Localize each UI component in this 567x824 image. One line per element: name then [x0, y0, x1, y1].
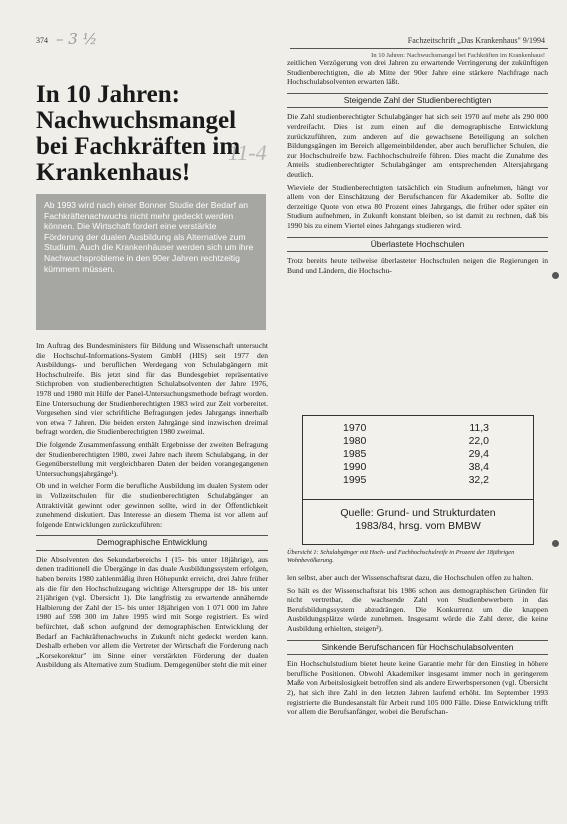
section-heading: Überlastete Hochschulen — [287, 237, 548, 253]
year-cell: 1995 — [343, 474, 367, 486]
statistics-table — [302, 415, 534, 545]
paragraph: Ob und in welcher Form die berufliche Ausbildung im dualen System oder in Vollzeitschulen für die studienberechtigten Schulabgänger an Attraktivität gewinnt oder gewinnen sollte, wird in der Öffentlichkeit zunehmend diskutiert. Das Interesse an diesem Thema ist vor allem auf folgende Entwicklungen zurückzuführen: — [36, 481, 268, 529]
year-cell: 1990 — [343, 461, 367, 473]
source-line: 1983/84, hrsg. vom BMBW — [355, 520, 481, 532]
value-cell: 29,4 — [468, 448, 489, 460]
lead-box: Ab 1993 wird nach einer Bonner Studie der Bedarf an Fachkräftenachwuchs nicht mehr gedeckt werden können. Die Wirtschaft fordert eine verstärkte Förderung der dualen Ausbildung als Alternative zum Studium. Auch die Krankenhäuser werden sich um ihre Nachwuchsprobleme in den 90er Jahren rechtzeitig kümmern müssen. — [36, 194, 266, 330]
paragraph: Wieviele der Studienberechtigten tatsächlich ein Studium aufnehmen, hängt vor allem von der Einschätzung der Berufschancen für Akademiker ab. Sollte die derzeitige Quote von etwa 80 Prozent eines Jahrgangs, die früher oder später ein Studium aufnehmen, in Zukunft konstant bleiben, so ist damit zu rechnen, daß bis 1990 bis zu einem Viertel eines Jahrgangs studieren wird. — [287, 182, 548, 230]
value-cell: 38,4 — [468, 461, 489, 473]
right-column-bottom — [287, 573, 548, 720]
paragraph: Trotz bereits heute teilweise überlasteter Hochschulen neigen die Regierungen in Bund und Ländern, die Hochschu- — [287, 256, 548, 275]
punch-hole — [552, 272, 559, 279]
paragraph: Die folgende Zusammenfassung enthält Ergebnisse der zweiten Befragung der Studienberechtigten 1980, zwei Jahre nach ihrem Schulabgang, in der Gegenüberstellung mit vergleichbaren Daten der beiden vorangegangenen Untersuchungsjahrgänge¹). — [36, 439, 268, 478]
paragraph: zeitlichen Verzögerung von drei Jahren zu erwartende Verringerung der zukünftigen Studienberechtigten, die ab Mitte der 90er Jahre eine stärkere Nachfrage nach Hochschulabsolventen erwarten läßt. — [287, 58, 548, 87]
section-heading: Sinkende Berufschancen für Hochschulabsolventen — [287, 640, 548, 656]
right-column-top — [287, 58, 548, 278]
punch-hole — [552, 540, 559, 547]
handwritten-note: – 3 ½ — [56, 30, 98, 48]
paragraph: len selbst, aber auch der Wissenschaftsrat dazu, die Hochschulen offen zu halten. — [287, 573, 534, 582]
left-column — [36, 341, 268, 673]
table-row — [303, 461, 533, 474]
title-annotation: 11-4 — [228, 140, 267, 165]
paragraph: So hält es der Wissenschaftsrat bis 1986 schon aus demographischen Gründen für nicht vertretbar, die wachsende Zahl von Studienbewerbern in das Berufsbildungssystem abzudrängen. Die Konkurrenz um die knappen Ausbildungsplätze würde zunehmen. Insgesamt würde die Zahl derer, die keine Ausbildung erhielten, steigen²). — [287, 585, 548, 633]
value-cell: 22,0 — [468, 435, 489, 447]
section-heading: Demographische Entwicklung — [36, 535, 268, 551]
table-divider — [303, 499, 533, 500]
year-cell: 1970 — [343, 422, 367, 434]
paragraph: Die Absolventen des Sekundarbereichs I (15- bis unter 18jährige), aus denen traditionell die Übergänge in das duale Ausbildungssystem erfolgen, haben bereits 1980 zahlenmäßig ihren Höhepunkt erreicht, drei Jahre früher als die für den Hochschulzugang wichtige Altersgruppe der 18- bis unter 21jährigen (vgl. Übersicht 1). Die langfristig zu erwartende annähernde Halbierung der Zahl der 15- bis unter 18jährigen von 1 071 000 im Jahre 1980 auf 598 300 im Jahre 1995 wird mit Sorge registriert. Es wird befürchtet, daß schon aufgrund der demographischen Entwicklung der Bedarf an Fachkräftenachwuchs in Zukunft nicht gedeckt werden kann. Deshalb erheben vor allem die Vertreter der Wirtschaft die Forderung nach „Korsekorektur" im Sinne einer verstärkten Förderung der dualen Ausbildung als Alternative zum Studium. Demgegenüber steht die mit einer — [36, 554, 268, 670]
table-source — [303, 507, 533, 533]
table-caption: Übersicht 1: Schulabgänger mit Hoch- und Fachhochschulreife in Prozent der 18jährigen Wohnbevölkerung. — [287, 549, 515, 564]
table-row — [303, 435, 533, 448]
year-cell: 1980 — [343, 435, 367, 447]
header-rule — [290, 48, 548, 49]
section-heading: Steigende Zahl der Studienberechtigten — [287, 93, 548, 109]
source-line: Quelle: Grund- und Strukturdaten — [340, 507, 496, 519]
page-number: 374 — [36, 36, 48, 45]
value-cell: 32,2 — [468, 474, 489, 486]
table-row — [303, 422, 533, 435]
table-row — [303, 448, 533, 461]
journal-header: Fachzeitschrift „Das Krankenhaus" 9/1994 — [407, 36, 545, 45]
paragraph: Die Zahl studienberechtigter Schulabgänger hat sich seit 1970 auf mehr als 290 000 verdreifacht. Dies ist zum einen auf die demographische Entwicklung zurückzuführen, zum anderen auf die gewachsene Beteiligung an solchen Bildungsgängen im Bereich allgemeinbildender, aber auch beruflicher Schulen, die zur Hochschulreife bzw. Fachhochschulreife führen. Dies macht die Zunahme des Anteils studienberechtigter Schulabgänger am entsprechenden Altersjahrgang deutlich. — [287, 112, 548, 179]
running-head: In 10 Jahren: Nachwuchsmangel bei Fachkräften im Krankenhaus! — [371, 52, 545, 59]
paragraph: Im Auftrag des Bundesministers für Bildung und Wissenschaft untersucht die Hochschul-Informations-System GmbH (HIS) seit 1977 den Ausbildungs- und beruflichen Werdegang von Schulabgängern mit Hochschulreife. Bis jetzt sind für das Bundesgebiet repräsentative Stichproben von studienberechtigten Schulabsolventen der Jahre 1976, 1978 und 1980 mit Hilfe der Panel-Untersuchungsmethode befragt worden. Eine Untersuchung der Studienberechtigten 1983 wird zur Zeit vorbereitet. Vorgesehen sind vier schriftliche Befragungen jedes Jahrgangs innerhalb von etwa 7 Jahren. Die beiden ersten Jahrgänge sind inzwischen dreimal befragt worden, die Studienberechtigten 1980 zweimal. — [36, 341, 268, 437]
article-title: In 10 Jahren: Nachwuchsmangel bei Fachkräften im Krankenhaus! — [36, 81, 241, 186]
table-row — [303, 474, 533, 487]
year-cell: 1985 — [343, 448, 367, 460]
value-cell: 11,3 — [469, 422, 489, 434]
paragraph: Ein Hochschulstudium bietet heute keine Garantie mehr für den Einstieg in höhere berufliche Positionen. Obwohl Akademiker insgesamt immer noch in geringerem Maße von Arbeitslosigkeit betroffen sind als andere Erwerbspersonen (vgl. Übersicht 2), hat sich ihre Zahl in den letzten Jahren laufend erhöht. Im September 1993 registrierte die Bundesanstalt für Arbeit rund 105 000 Fälle. Diese Entwicklung trifft vor allem die Berufsanfänger, wobei die Berufschan- — [287, 659, 548, 717]
